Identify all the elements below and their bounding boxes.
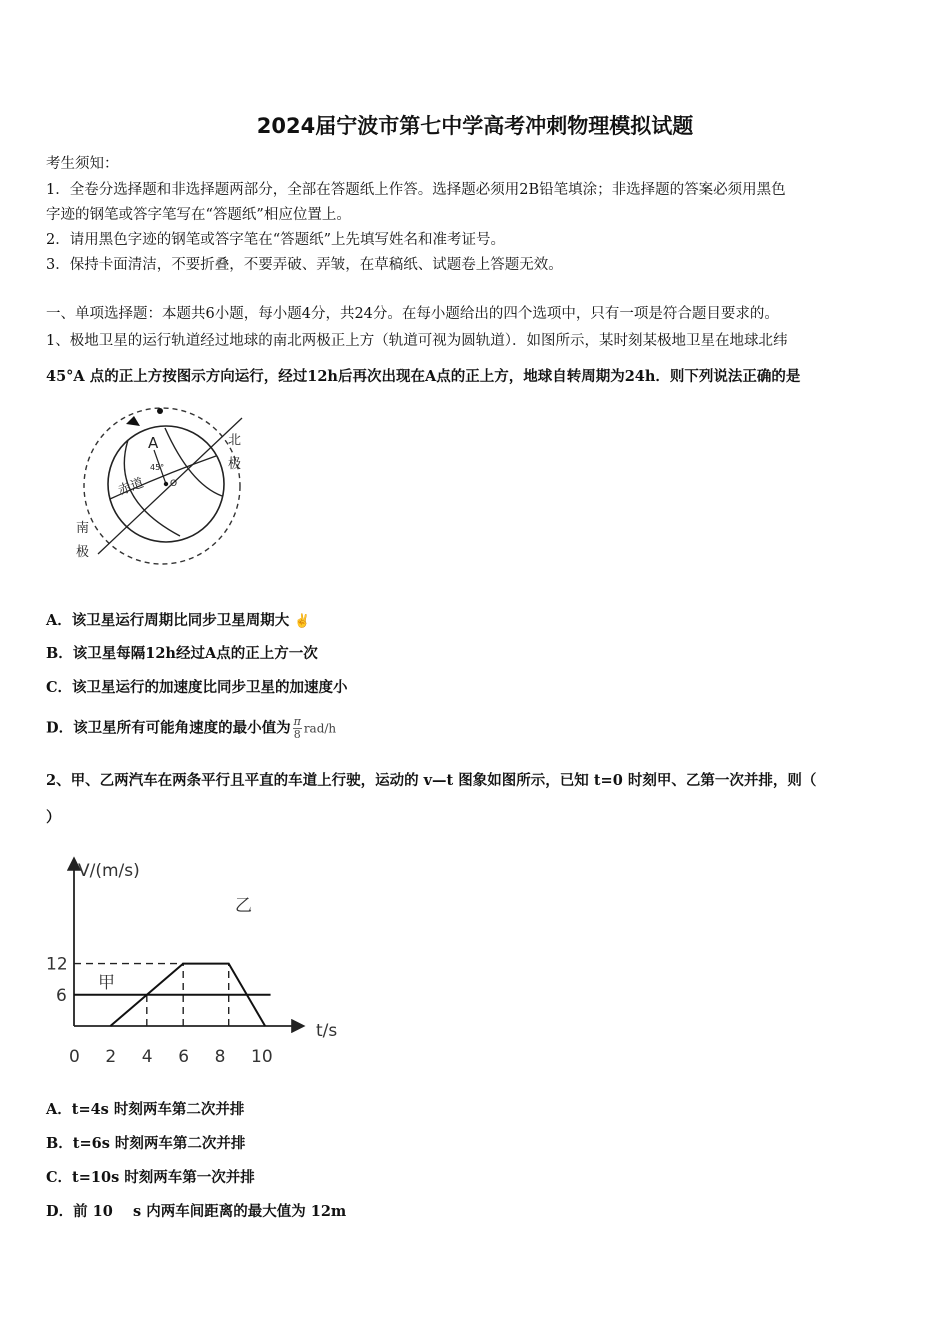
- q1-option-d-text: D．该卫星所有可能角速度的最小值为: [46, 719, 291, 737]
- satellite-marker: [126, 416, 140, 426]
- q1-option-a-text: A．该卫星运行周期比同步卫星周期大: [46, 612, 290, 629]
- label-north2: 极: [228, 457, 242, 472]
- satellite-dot: [157, 408, 163, 414]
- label-A: A: [148, 434, 159, 452]
- page-title: 2024届宁波市第七中学高考冲刺物理模拟试题: [256, 114, 694, 138]
- q2-stem-line1: 2、甲、乙两汽车在两条平行且平直的车道上行驶，运动的 v—t 图象如图所示，已知 t=0 时刻甲、乙第一次并排，则（: [46, 772, 817, 789]
- section-heading: 一、单项选择题：本题共6小题，每小题4分，共24分。在每小题给出的四个选项中，只有一项是符合题目要求的。: [46, 306, 779, 322]
- fraction: [293, 716, 302, 741]
- label-angle: 45°: [150, 463, 165, 472]
- notice-item: 字迹的钢笔或答字笔写在“答题纸”相应位置上。: [46, 207, 351, 223]
- q2-stem-line2: ）: [46, 809, 61, 826]
- fraction-num: π: [293, 715, 301, 728]
- label-south2: 极: [76, 545, 90, 560]
- hand-mark-icon: ✌: [294, 614, 311, 629]
- x-axis-label: t/s: [316, 1021, 338, 1041]
- notice-heading: 考生须知：: [46, 156, 119, 172]
- x-tick-label: 8: [214, 1047, 226, 1067]
- label-equator: 赤道: [116, 475, 146, 499]
- label-north: 北: [228, 433, 242, 448]
- q2-option-b[interactable]: B．t=6s 时刻两车第二次并排: [46, 1135, 246, 1152]
- q1-stem-line2: 45°A 点的正上方按图示方向运行，经过12h后再次出现在A点的正上方，地球自转周期为24h．则下列说法正确的是: [46, 368, 801, 385]
- fraction-den: 8: [293, 728, 301, 741]
- angular-unit: rad/h: [303, 721, 337, 736]
- q2-option-a[interactable]: A．t=4s 时刻两车第二次并排: [46, 1101, 245, 1118]
- label-south: 南: [76, 521, 90, 536]
- series-label-jia: 甲: [98, 973, 115, 993]
- x-tick-label: 4: [141, 1047, 153, 1067]
- earth-orbit-figure: [70, 404, 260, 574]
- notice-item: 3．保持卡面清洁，不要折叠，不要弄破、弄皱，在草稿纸、试题卷上答题无效。: [46, 257, 563, 273]
- y-axis-label: V/(m/s): [78, 861, 140, 881]
- x-tick-label: 10: [251, 1047, 273, 1067]
- series-label-yi: 乙: [235, 896, 252, 916]
- vt-chart: [40, 848, 370, 1078]
- x-tick-label: 0: [69, 1047, 80, 1067]
- notice-item: 2．请用黑色字迹的钢笔或答字笔在“答题纸”上先填写姓名和准考证号。: [46, 232, 506, 248]
- center-dot: [164, 482, 168, 486]
- q1-option-c[interactable]: C．该卫星运行的加速度比同步卫星的加速度小: [46, 679, 348, 696]
- q2-option-d[interactable]: D．前 10 s 内两车间距离的最大值为 12m: [46, 1203, 347, 1220]
- q1-option-a[interactable]: [46, 609, 311, 630]
- q1-option-b[interactable]: B．该卫星每隔12h经过A点的正上方一次: [46, 645, 318, 662]
- x-tick-label: 6: [178, 1047, 190, 1067]
- y-tick-label: 6: [56, 985, 67, 1006]
- q2-option-c[interactable]: C．t=10s 时刻两车第一次并排: [46, 1169, 255, 1186]
- label-O: O: [170, 479, 178, 489]
- notice-item: 1．全卷分选择题和非选择题两部分，全部在答题纸上作答。选择题必须用2B铅笔填涂；非选择题的答案必须用黑色: [46, 182, 786, 198]
- q1-stem-line1: 1、极地卫星的运行轨道经过地球的南北两极正上方（轨道可视为圆轨道）．如图所示，某时刻某极地卫星在地球北纬: [46, 333, 788, 349]
- x-tick-label: 2: [105, 1047, 117, 1067]
- q1-option-d[interactable]: [46, 716, 336, 741]
- y-tick-label: 12: [46, 954, 68, 975]
